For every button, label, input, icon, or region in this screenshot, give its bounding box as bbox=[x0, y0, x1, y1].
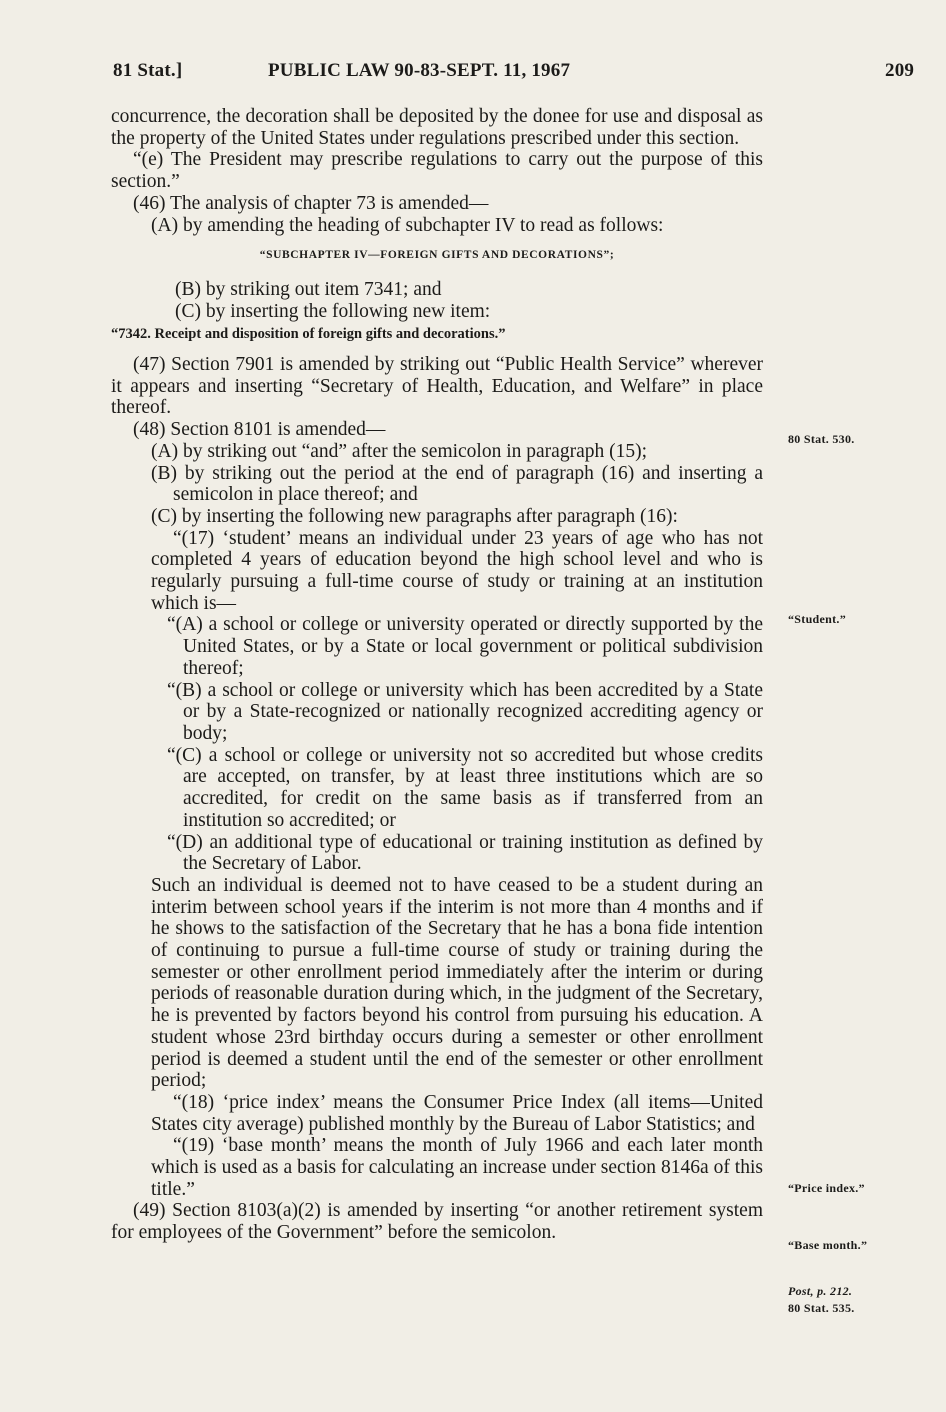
law-title-header: PUBLIC LAW 90-83-SEPT. 11, 1967 bbox=[268, 60, 571, 81]
paragraph-17-continuation: Such an individual is deemed not to have ceased to be a student during an interim between school years if the interim is not more than 4 months and if he shows to the satisfaction of the Secretary that he has a bona fide intention of continuing to pursue a full-time course of study or training during the semester or other enrollment period immediately after the interim or during periods of reasonable duration during which, in the judgment of the Secretary, he is prevented by factors beyond his control from pursuing his education. A student whose 23rd birthday occurs during a semester or other enrollment period is deemed a student until the end of the semester or other enrollment period; bbox=[151, 874, 763, 1092]
subchapter-heading: “SUBCHAPTER IV—FOREIGN GIFTS AND DECORATIONS”; bbox=[259, 249, 615, 262]
paragraph-46: (46) The analysis of chapter 73 is amended— bbox=[133, 192, 489, 214]
paragraph-18-price-index: “(18) ‘price index’ means the Consumer Price Index (all items—United States city average) published monthly by the Bureau of Labor Statistics; and bbox=[151, 1091, 763, 1135]
paragraph-17-d: “(D) an additional type of educational or training institution as defined by the Secretary of Labor. bbox=[167, 831, 763, 875]
paragraph-17-c: “(C) a school or college or university not so accredited but whose credits are accepted, on transfer, by at least three institutions which are so accredited, for credit on the same basis as if transferred from an institution so accredited; or bbox=[167, 744, 763, 831]
paragraph-48-a: (A) by striking out “and” after the semicolon in paragraph (15); bbox=[151, 440, 648, 462]
paragraph-46-c: (C) by inserting the following new item: bbox=[175, 300, 491, 322]
stat-volume-header: 81 Stat.] bbox=[113, 60, 183, 81]
margin-note-80-stat-535: 80 Stat. 535. bbox=[788, 1301, 855, 1315]
margin-note-student: “Student.” bbox=[788, 612, 847, 626]
new-item-7342: “7342. Receipt and disposition of foreign gifts and decorations.” bbox=[111, 326, 506, 343]
paragraph-19-base-month: “(19) ‘base month’ means the month of July 1966 and each later month which is used as a basis for calculating an increase under section 8146a of this title.” bbox=[151, 1135, 763, 1200]
paragraph-17-a: “(A) a school or college or university operated or directly supported by the United States, or by a State or local government or political subdivision thereof; bbox=[167, 614, 763, 679]
paragraph-subsection-e: “(e) The President may prescribe regulations to carry out the purpose of this section.” bbox=[111, 149, 763, 193]
margin-note-post: Post, p. 212. bbox=[788, 1284, 853, 1298]
paragraph-49: (49) Section 8103(a)(2) is amended by inserting “or another retirement system for employees of the Government” before the semicolon. bbox=[111, 1200, 763, 1244]
margin-note-base-month: “Base month.” bbox=[788, 1238, 868, 1252]
paragraph-47: (47) Section 7901 is amended by striking out “Public Health Service” wherever it appears and inserting “Secretary of Health, Education, and Welfare” in place thereof. bbox=[111, 354, 763, 419]
paragraph-17-b: “(B) a school or college or university which has been accredited by a State or by a State-recognized or nationally recognized accrediting agency or body; bbox=[167, 679, 763, 744]
paragraph-46-a: (A) by amending the heading of subchapter IV to read as follows: bbox=[151, 214, 664, 236]
paragraph-48-c: (C) by inserting the following new paragraphs after paragraph (16): bbox=[151, 505, 678, 527]
margin-note-80-stat-530: 80 Stat. 530. bbox=[788, 432, 855, 446]
body-text bbox=[111, 106, 763, 1244]
paragraph-48: (48) Section 8101 is amended— bbox=[133, 419, 386, 441]
margin-note-price-index: “Price index.” bbox=[788, 1181, 865, 1195]
page-number: 209 bbox=[885, 60, 915, 81]
paragraph-46-b: (B) by striking out item 7341; and bbox=[175, 278, 442, 300]
paragraph-48-b: (B) by striking out the period at the end of paragraph (16) and inserting a semicolon in place thereof; and bbox=[151, 462, 763, 506]
paragraph-continuation: concurrence, the decoration shall be deposited by the donee for use and disposal as the property of the United States under regulations prescribed under this section. bbox=[111, 106, 763, 149]
paragraph-17-student: “(17) ‘student’ means an individual under 23 years of age who has not completed 4 years of education beyond the high school level and who is regularly pursuing a full-time course of study or training at an institution which is— bbox=[151, 527, 763, 614]
